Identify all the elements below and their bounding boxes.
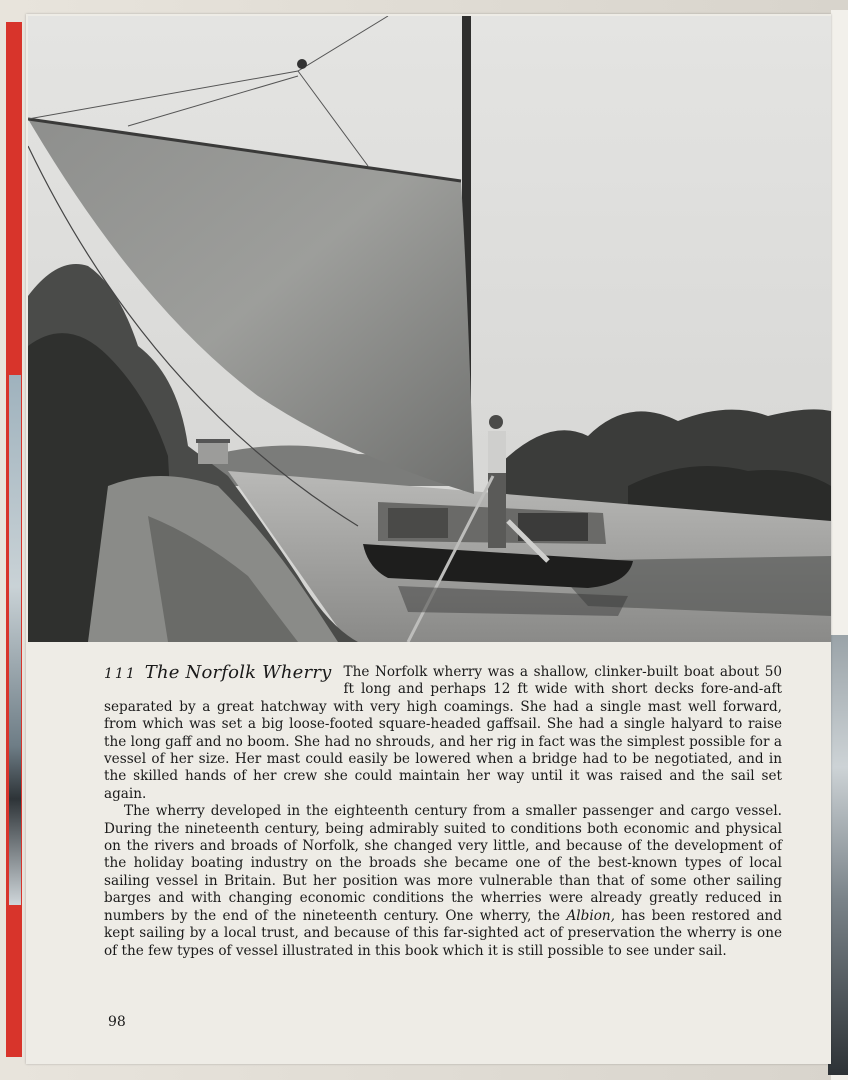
caption-paragraph-2 [104, 803, 782, 960]
paragraph-2-text: The wherry developed in the eighteenth century from a smaller passenger and cargo vessel. During the nineteenth century, being admirably suited to conditions both economic and physical on the rivers and broads of Norfolk, she changed very little, and because of the development of the holiday boating industry on the broads she became one of the best-known types of local sailing vessel in Britain. But her position was more vulnerable than that of some other sailing barges and with changing economic conditions the wherries were already greatly reduced in numbers by the end of the nineteenth century. One wherry, the [104, 803, 782, 924]
paragraph-2-text-end: has been restored and kept sailing by a local trust, and because of this far-sighted act of preservation the wherry is one of the few types of vessel illustrated in this book which it is still possible to see under sail. [104, 907, 783, 959]
plate-number: 111 [104, 666, 137, 682]
wherry-photograph [28, 16, 831, 642]
page-number: 98 [108, 1014, 126, 1030]
vessel-name-albion: Albion, [566, 907, 615, 924]
caption-text [104, 664, 782, 960]
caption-paragraph-1: The Norfolk wherry was a shallow, clinker-built boat about 50 ft long and perhaps 12 ft wide with short decks fore-and-aft separated by a great hatchway with very high coamings. She had a single mast well forward, from which was set a big loose-footed square-headed gaffsail. She had a single halyard to raise the long gaff and no boom. She had no shrouds, and her rig in fact was the simplest possible for a vessel of her size. Her mast could easily be lowered when a bridge had to be negotiated, and in the skilled hands of her crew she could maintain her way until it was raised and the sail set again. [104, 664, 782, 802]
caption-heading [104, 661, 332, 686]
book-spine-cover [9, 375, 21, 905]
plate-title: The Norfolk Wherry [144, 662, 332, 683]
facing-page-photo-edge [828, 635, 848, 1075]
